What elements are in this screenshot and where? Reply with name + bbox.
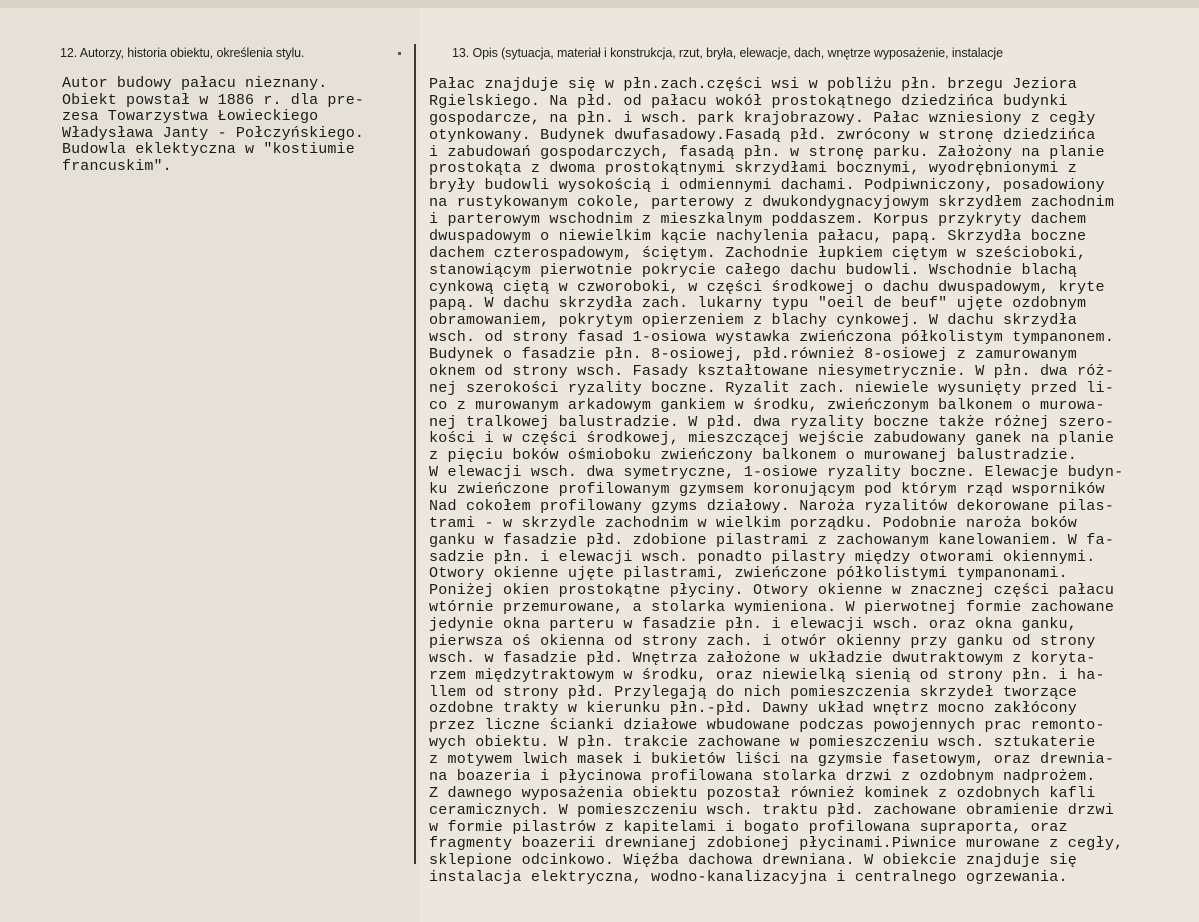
- text-line: zesa Towarzystwa Łowieckiego: [62, 108, 319, 126]
- text-line: ganku w fasadzie płd. zdobione pilastrami z zachowanym kanelowaniem. W fa-: [429, 530, 1115, 549]
- text-line: Nad cokołem profilowany gzyms działowy. Naroża ryzalitów dekorowane pilas-: [429, 496, 1115, 515]
- text-line: ku zwieńczone profilowanym gzymsem koronującym pod którym rząd wsporników: [429, 480, 1105, 498]
- text-line: oknem od strony wsch. Fasady kształtowane niesymetrycznie. W płn. dwa róż-: [429, 361, 1115, 380]
- text-line: z motywem lwich masek i bukietów liści na gzymsie fasetowym, oraz drewnia-: [429, 750, 1115, 768]
- text-line: Pałac znajduje się w płn.zach.części wsi w pobliżu płn. brzegu Jeziora: [429, 75, 1078, 93]
- text-line: obramowaniem, pokrytym opierzeniem z blachy cynkowej. W dachu skrzydła: [429, 311, 1078, 330]
- text-line: pierwsza oś okienna od strony zach. i otwór okienny przy ganku od strony: [429, 631, 1096, 650]
- text-line: Władysława Janty - Połczyńskiego.: [62, 124, 364, 142]
- text-line: llem od strony płd. Przylegają do nich pomieszczenia skrzydeł tworzące: [429, 682, 1078, 701]
- text-line: W elewacji wsch. dwa symetryczne, 1-osiowe ryzality boczne. Elewacje budyn-: [429, 463, 1124, 482]
- text-line: cynkową ciętą w czworoboki, w części środkowej o dachu dwuspadowym, kryte: [429, 277, 1105, 296]
- top-strip: [0, 0, 1199, 8]
- text-line: Obiekt powstał w 1886 r. dla pre-: [62, 91, 364, 109]
- header-tick-mark: [398, 52, 401, 55]
- text-line: jedynie okna parteru w fasadzie płn. i elewacji wsch. oraz okna ganku,: [429, 615, 1078, 633]
- section-12-header: 12. Autorzy, historia obiektu, określenia stylu.: [60, 46, 305, 60]
- text-line: co z murowanym arkadowym gankiem w środku, zwieńczonym balkonem o murowa-: [429, 395, 1105, 414]
- text-line: trami - w skrzydle zachodnim w wielkim porządku. Podobnie naroża boków: [429, 513, 1078, 532]
- text-line: w formie pilastrów z kapitelami i bogato profilowana supraporta, oraz: [429, 817, 1068, 836]
- text-line: dachem czterospadowym, ściętym. Zachodnie łupkiem ciętym w sześcioboki,: [429, 243, 1087, 262]
- text-line: Budynek o fasadzie płn. 8-osiowej, płd.również 8-osiowej z zamurowanym: [429, 345, 1078, 363]
- text-line: nej szerokości ryzality boczne. Ryzalit zach. niewiele wysunięty przed li-: [429, 378, 1115, 397]
- text-line: prostokąta z dwoma prostokątnymi skrzydłami bocznymi, wyodrębnionymi z: [429, 159, 1078, 178]
- text-line: wych obiektu. W płn. trakcie zachowane w pomieszczeniu wsch. sztukaterie: [429, 733, 1096, 752]
- authors-history-text: [62, 76, 364, 176]
- text-line: ceramicznych. W pomieszczeniu wsch. traktu płd. zachowane obramienie drzwi: [429, 800, 1115, 819]
- text-line: Budowla eklektyczna w "kostiumie: [62, 141, 355, 159]
- text-line: wtórnie przemurowane, a stolarka wymieniona. W pierwotnej formie zachowane: [429, 598, 1115, 617]
- text-line: otynkowany. Budynek dwufasadowy.Fasadą płd. zwrócony w stronę dziedzińca: [429, 125, 1096, 144]
- text-line: na boazeria i płycinowa profilowana stolarka drzwi z ozdobnym nadprożem.: [429, 766, 1096, 785]
- text-line: dwuspadowym o niewielkim kącie nachylenia pałacu, papą. Skrzydła boczne: [429, 226, 1087, 245]
- text-line: sadzie płn. i elewacji wsch. ponadto pilastry między otworami okiennymi.: [429, 547, 1096, 566]
- text-line: papą. W dachu skrzydła zach. lukarny typu "oeil de beuf" ujęte ozdobnym: [429, 294, 1087, 313]
- description-text: [429, 76, 1123, 886]
- text-line: wsch. od strony fasad 1-osiowa wystawka zwieńczona półkolistym tympanonem.: [429, 328, 1115, 347]
- text-line: na rustykowanym cokole, parterowy z dwukondygnacyjowym skrzydłem zachodnim: [429, 193, 1115, 212]
- text-line: Poniżej okien prostokątne płyciny. Otwory okienne w znacznej części pałacu: [429, 581, 1115, 600]
- text-line: wsch. w fasadzie płd. Wnętrza założone w układzie dwutraktowym z koryta-: [429, 648, 1096, 667]
- text-line: fragmenty boazerii drewnianej zdobionej płycinami.Piwnice murowane z cegły,: [429, 834, 1124, 853]
- text-line: gospodarcze, na płn. i wsch. park krajobrazowy. Pałac wzniesiony z cegły: [429, 108, 1096, 127]
- text-line: z pięciu boków ośmioboku zwieńczony balkonem o murowanej balustradzie.: [429, 446, 1078, 465]
- text-line: Otwory okienne ujęte pilastrami, zwieńczone półkolistymi tympanonami.: [429, 564, 1068, 583]
- text-line: instalacja elektryczna, wodno-kanalizacyjna i centralnego ogrzewania.: [429, 868, 1068, 887]
- text-line: Rgielskiego. Na płd. od pałacu wokół prostokątnego dziedzińca budynki: [429, 91, 1068, 110]
- text-line: Z dawnego wyposażenia obiektu pozostał również kominek z ozdobnych kafli: [429, 783, 1096, 802]
- text-line: stanowiącym pierwotnie pokrycie całego dachu budowli. Wschodnie blachą: [429, 260, 1078, 279]
- text-line: ozdobne trakty w kierunku płn.-płd. Dawny układ wnętrz mocno zakłócony: [429, 699, 1078, 718]
- text-line: bryły budowli wysokością i odmiennymi dachami. Podpiwniczony, posadowiony: [429, 176, 1105, 195]
- text-line: Autor budowy pałacu nieznany.: [62, 75, 328, 92]
- text-line: sklepione odcinkowo. Więźba dachowa drewniana. W obiekcie znajduje się: [429, 851, 1078, 870]
- text-line: francuskim".: [62, 157, 172, 175]
- text-line: i parterowym wschodnim z mieszkalnym poddaszem. Korpus przykryty dachem: [429, 210, 1087, 228]
- section-13-header: 13. Opis (sytuacja, materiał i konstrukcja, rzut, bryła, elewacje, dach, wnętrze wyposażenie, instalacje: [452, 46, 1003, 60]
- text-line: rzem międzytraktowym w środku, oraz niewielką sienią od strony płn. i ha-: [429, 665, 1105, 684]
- text-line: i zabudowań gospodarczych, fasadą płn. w stronę parku. Założony na planie: [429, 142, 1105, 161]
- text-line: kości i w części środkowej, mieszczącej wejście zabudowany ganek na planie: [429, 429, 1115, 448]
- column-divider: [414, 44, 416, 864]
- text-line: nej tralkowej balustradzie. W płd. dwa ryzality boczne także różnej szero-: [429, 412, 1115, 431]
- text-line: przez liczne ścianki działowe wbudowane podczas powojennych prac remonto-: [429, 716, 1105, 735]
